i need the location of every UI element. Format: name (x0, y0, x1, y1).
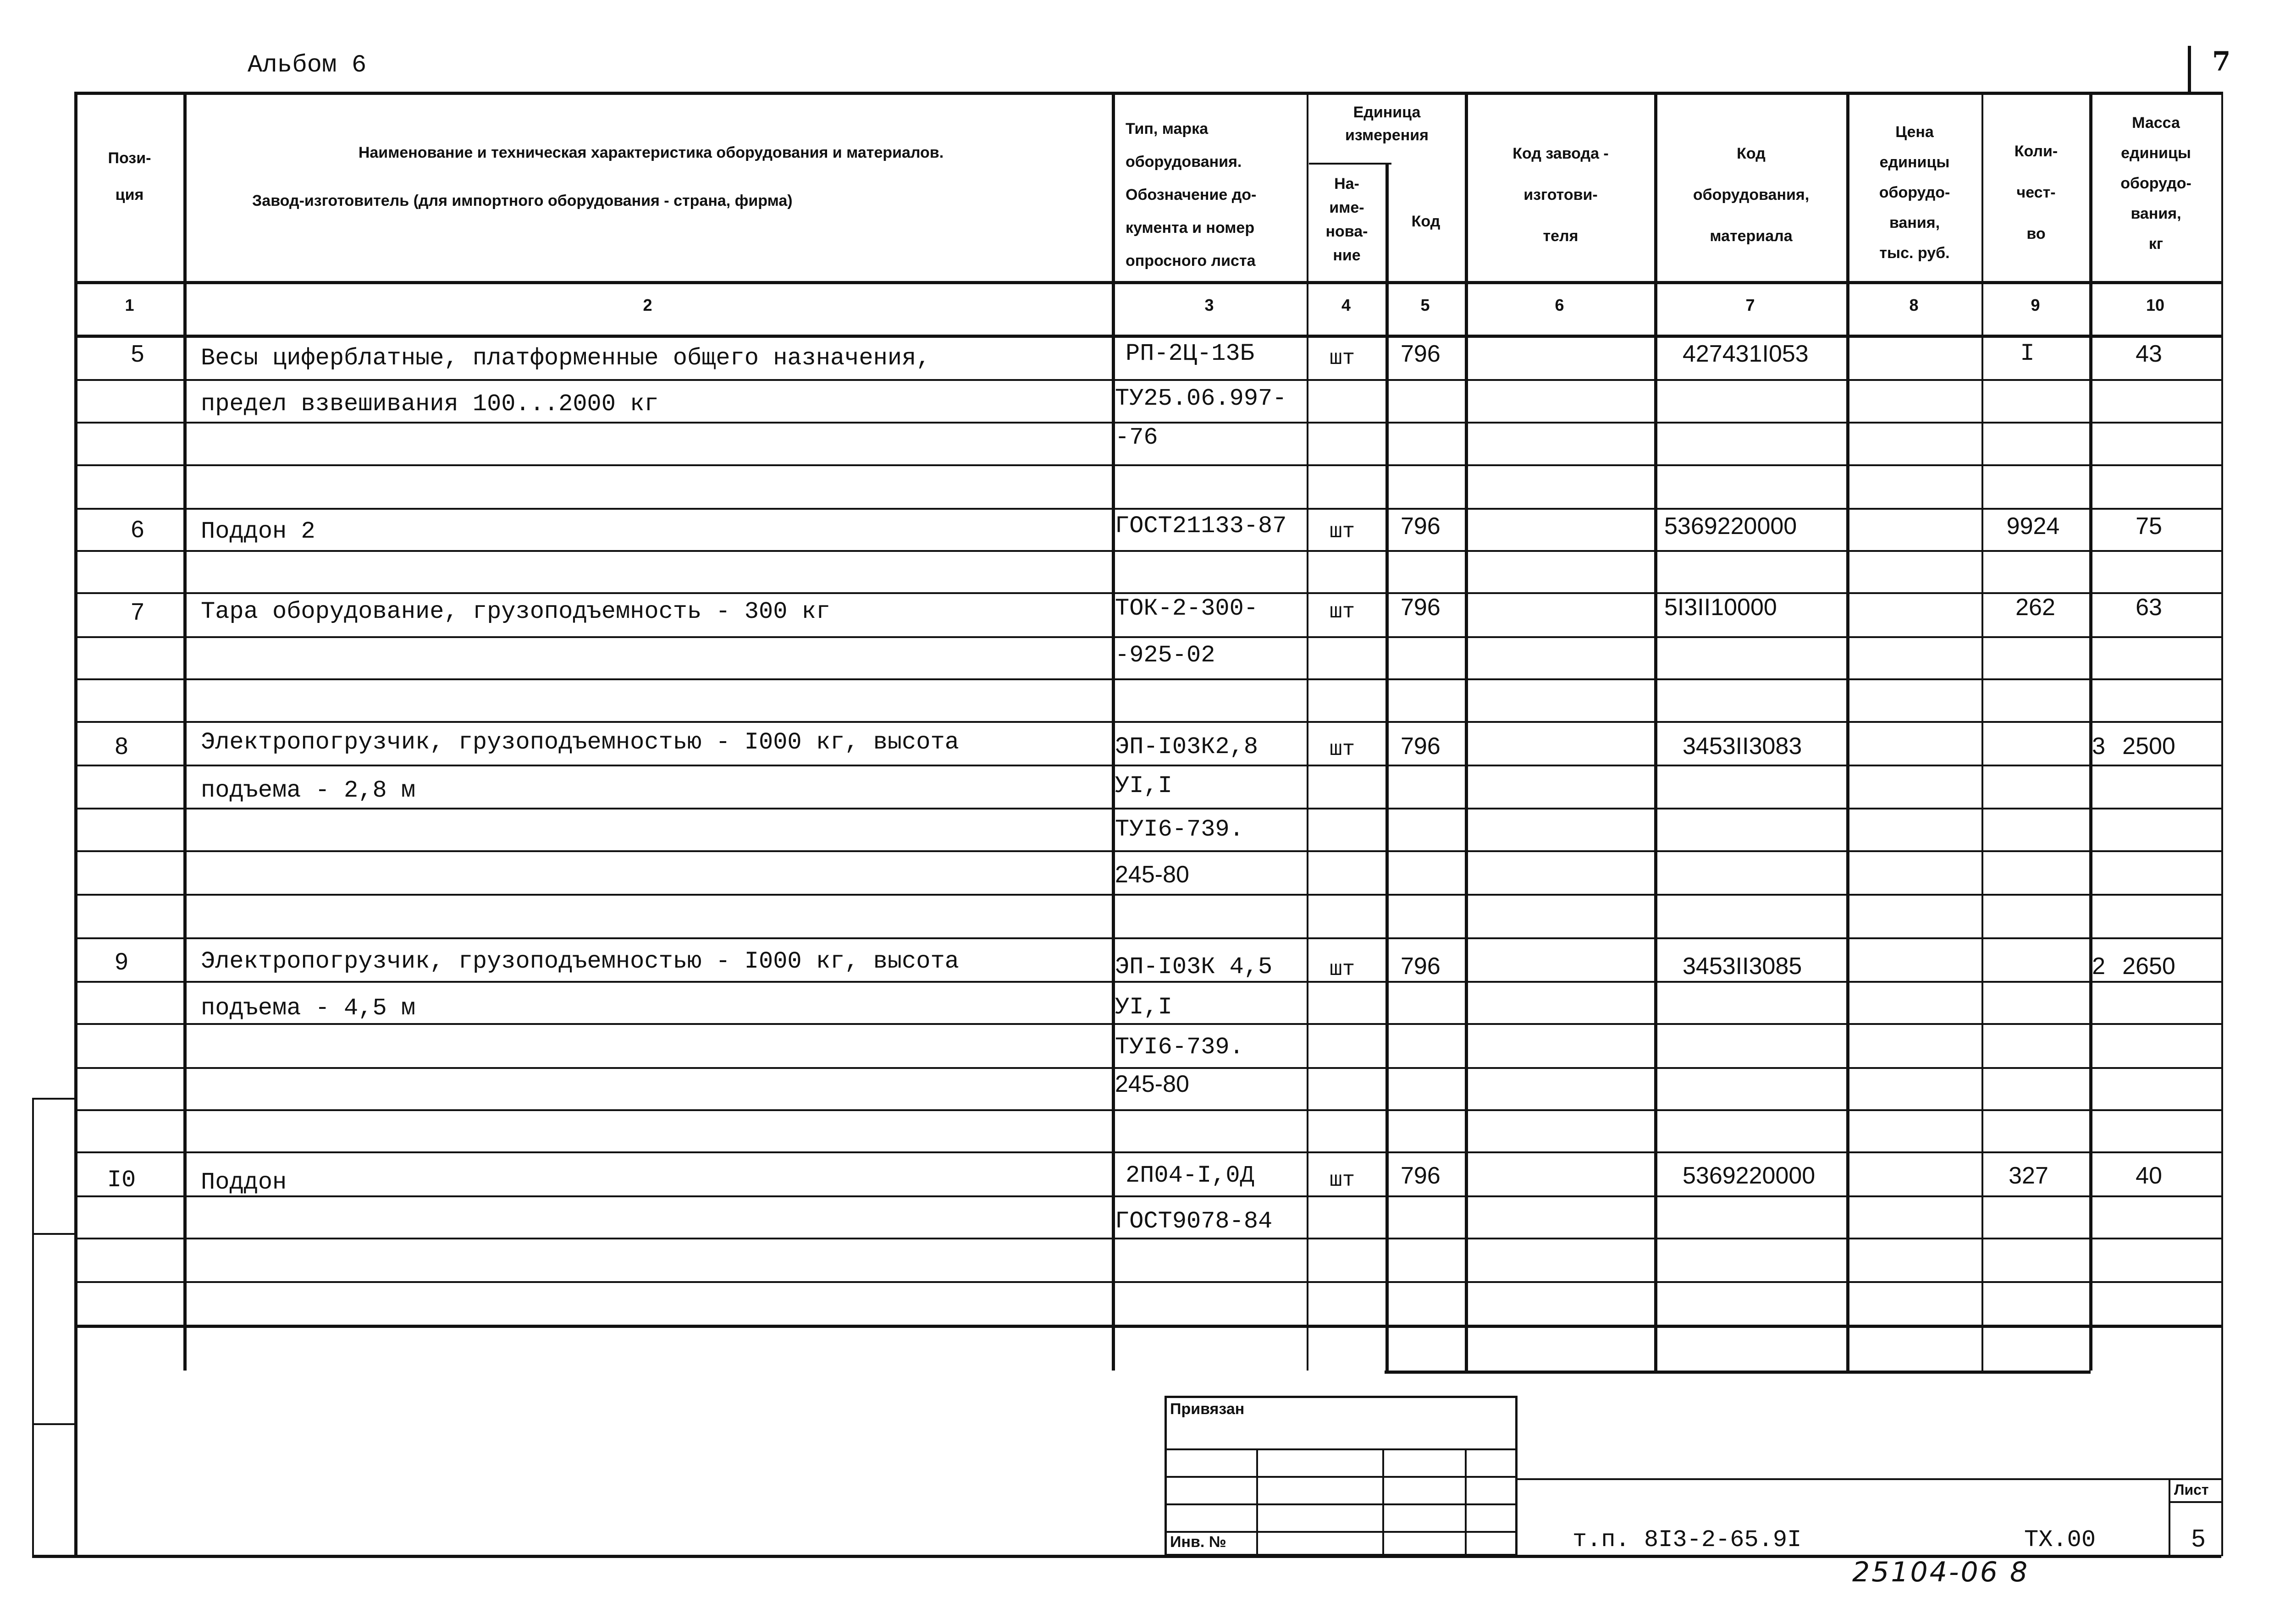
row-mass: 75 (2136, 513, 2162, 539)
sheet-label: Лист (2174, 1481, 2209, 1498)
row-unit: шт (1330, 958, 1355, 981)
row-type: -76 (1115, 424, 1158, 451)
row-name: Электропогрузчик, грузоподъемностью - I000 кг, высота (201, 948, 959, 975)
row-position: 8 (115, 733, 128, 760)
inventory-number-label: Инв. № (1170, 1533, 1226, 1551)
row-unit-code: 796 (1401, 513, 1441, 539)
row-position: 9 (115, 948, 128, 975)
row-name: Поддон 2 (201, 518, 315, 545)
row-type: ТУI6-739. (1115, 1034, 1244, 1061)
attached-label: Привязан (1170, 1400, 1245, 1418)
header-unit-name: На- име- нова- ние (1325, 175, 1368, 264)
row-type: УI,I (1115, 994, 1172, 1021)
col-number-7: 7 (1745, 296, 1755, 314)
row-name: подъема - 4,5 м (201, 995, 416, 1022)
row-unit: шт (1330, 1168, 1355, 1192)
row-unit: шт (1330, 347, 1355, 370)
header-type: Тип, марка оборудования. Обозначение до- кумента и номер опросного листа (1126, 120, 1257, 270)
row-type: ТОК-2-300- (1115, 595, 1258, 622)
row-equip-code: 3453II3083 (1683, 733, 1802, 760)
header-plant-code: Код завода - изготови- теля (1512, 145, 1609, 245)
row-unit-code: 796 (1401, 733, 1441, 760)
row-qty: I (2020, 340, 2035, 367)
header-position: Пози- ция (108, 149, 151, 204)
header-equip-code: Код оборудования, материала (1693, 145, 1810, 245)
col-number-8: 8 (1909, 296, 1919, 314)
row-name: Тара оборудование, грузоподъемность - 300 кг (201, 598, 831, 625)
handwritten-note: 25104-06 8 (1852, 1556, 2030, 1588)
row-unit: шт (1330, 738, 1355, 761)
row-position: 7 (131, 599, 144, 625)
row-qty: 3 (2092, 733, 2105, 760)
row-equip-code: 5369220000 (1664, 513, 1797, 539)
row-equip-code: 5369220000 (1683, 1162, 1816, 1189)
row-unit: шт (1330, 520, 1355, 544)
row-position: 5 (131, 341, 144, 367)
row-type: УI,I (1115, 772, 1172, 799)
row-unit-code: 796 (1401, 594, 1441, 621)
document-code: т.п. 8I3-2-65.9I (1573, 1526, 1802, 1553)
page-number: 7 (2212, 46, 2231, 77)
row-type: ЭП-I03К 4,5 (1115, 953, 1273, 980)
row-type: ГОСТ21133-87 (1115, 512, 1287, 539)
header-unit: Единица измерения (1345, 104, 1429, 144)
row-position: 6 (131, 516, 144, 543)
col-number-2: 2 (643, 296, 652, 314)
row-mass: 63 (2136, 594, 2162, 621)
row-name: предел взвешивания 100...2000 кг (201, 391, 659, 418)
col-number-9: 9 (2031, 296, 2040, 314)
sheet-number: 5 (2191, 1525, 2206, 1552)
row-name: Электропогрузчик, грузоподъемностью - I000 кг, высота (201, 729, 959, 756)
row-type: 2П04-I,0Д (1126, 1162, 1254, 1189)
col-number-4: 4 (1341, 296, 1351, 314)
row-name: подъема - 2,8 м (201, 777, 416, 804)
row-mass: 43 (2136, 341, 2162, 367)
header-mass: Масса единицы оборудо- вания, кг (2120, 114, 2191, 253)
row-type: ТУI6-739. (1115, 816, 1244, 843)
row-name: Поддон (201, 1169, 287, 1196)
row-type: ЭП-I03К2,8 (1115, 733, 1258, 760)
col-number-1: 1 (125, 296, 134, 314)
row-type: РП-2Ц-13Б (1126, 340, 1254, 367)
row-unit-code: 796 (1401, 341, 1441, 367)
header-name-line1: Наименование и техническая характеристика оборудования и материалов. (358, 144, 944, 161)
col-number-5: 5 (1420, 296, 1430, 314)
header-price: Цена единицы оборудо- вания, тыс. руб. (1879, 123, 1950, 262)
row-qty: 327 (2009, 1162, 2048, 1189)
row-type: ГОСТ9078-84 (1115, 1208, 1273, 1235)
row-mass: 40 (2136, 1162, 2162, 1189)
row-unit: шт (1330, 600, 1355, 624)
row-equip-code: 3453II3085 (1683, 953, 1802, 980)
header-unit-code: Код (1411, 213, 1441, 230)
header-name-line2: Завод-изготовитель (для импортного оборудования - страна, фирма) (252, 192, 793, 209)
row-type: 245-80 (1115, 1071, 1189, 1097)
row-name: Весы циферблатные, платформенные общего назначения, (201, 345, 931, 372)
row-type: ТУ25.06.997- (1115, 385, 1287, 412)
row-type: -925-02 (1115, 642, 1215, 669)
col-number-6: 6 (1555, 296, 1564, 314)
row-mass: 2650 (2122, 953, 2175, 980)
row-position: I0 (107, 1167, 136, 1194)
row-unit-code: 796 (1401, 1162, 1441, 1189)
row-mass: 2500 (2122, 733, 2175, 760)
row-unit-code: 796 (1401, 953, 1441, 980)
section-code: ТХ.00 (2024, 1526, 2096, 1553)
row-qty: 9924 (2006, 513, 2060, 539)
col-number-3: 3 (1204, 296, 1214, 314)
row-qty: 262 (2015, 594, 2055, 621)
row-equip-code: 5I3II10000 (1664, 594, 1777, 621)
row-type: 245-80 (1115, 861, 1189, 888)
row-equip-code: 427431I053 (1683, 341, 1809, 367)
col-number-10: 10 (2146, 296, 2165, 314)
album-label: Альбом 6 (248, 51, 367, 79)
header-qty: Коли- чест- во (2014, 143, 2058, 242)
row-qty: 2 (2092, 953, 2105, 980)
